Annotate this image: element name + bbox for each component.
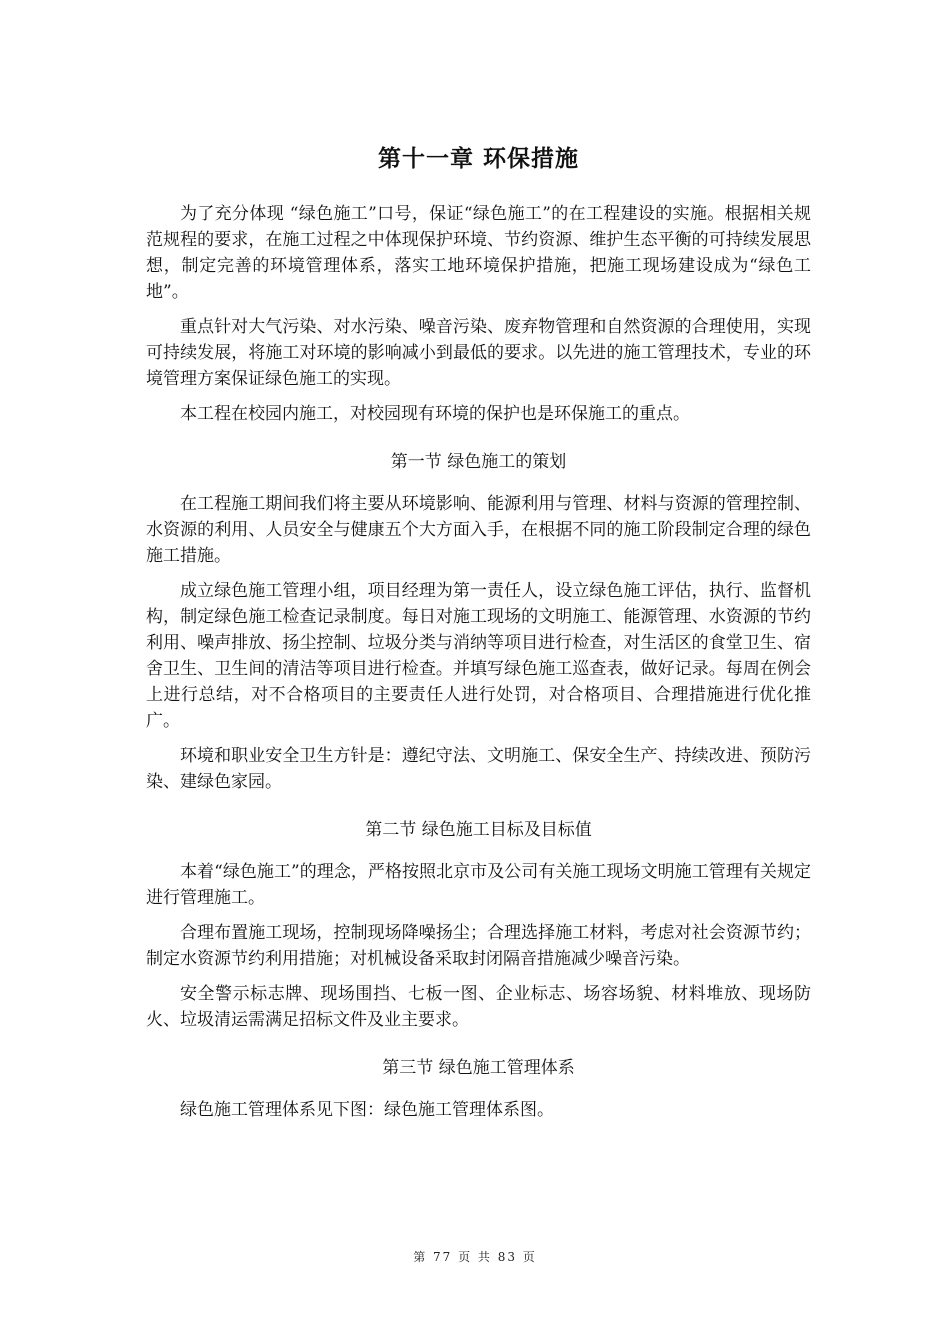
chapter-title: 第十一章 环保措施 — [377, 146, 579, 172]
section-title-1: 第一节 绿色施工的策划 — [390, 452, 567, 472]
page-footer: 第 77 页 共 83 页 — [413, 1250, 537, 1264]
section-3-paragraph-1: 绿色施工管理体系见下图：绿色施工管理体系图。 — [180, 1100, 554, 1120]
section-1-paragraph-1: 在工程施工期间我们将主要从环境影响、能源利用与管理、材料与资源的管理控制、水资源的利用、人员安全与健康五个大方面入手，在根据不同的施工阶段制定合理的绿色施工措施。 — [146, 494, 811, 566]
section-title-2: 第二节 绿色施工目标及目标值 — [365, 820, 592, 840]
section-2-paragraph-3: 安全警示标志牌、现场围挡、七板一图、企业标志、场容场貌、材料堆放、现场防火、垃圾清运需满足招标文件及业主要求。 — [146, 984, 811, 1030]
section-1-paragraph-2: 成立绿色施工管理小组，项目经理为第一责任人，设立绿色施工评估，执行、监督机构，制定绿色施工检查记录制度。每日对施工现场的文明施工、能源管理、水资源的节约利用、噪声排放、扬尘控制、垃圾分类与消纳等项目进行检查，对生活区的食堂卫生、宿舍卫生、卫生间的清洁等项目进行检查。并填写绿色施工巡查表，做好记录。每周在例会上进行总结，对不合格项目的主要责任人进行处罚，对合格项目、合理措施进行优化推广。 — [146, 581, 811, 731]
section-1-paragraph-3: 环境和职业安全卫生方针是：遵纪守法、文明施工、保安全生产、持续改进、预防污染、建绿色家园。 — [146, 746, 811, 792]
section-title-3: 第三节 绿色施工管理体系 — [382, 1058, 575, 1078]
section-2-paragraph-2: 合理布置施工现场，控制现场降噪扬尘；合理选择施工材料，考虑对社会资源节约；制定水资源节约利用措施；对机械设备采取封闭隔音措施减少噪音污染。 — [146, 923, 811, 969]
intro-paragraph-2: 重点针对大气污染、对水污染、噪音污染、废弃物管理和自然资源的合理使用，实现可持续发展，将施工对环境的影响减小到最低的要求。以先进的施工管理技术，专业的环境管理方案保证绿色施工的实现。 — [146, 317, 811, 389]
section-2-paragraph-1: 本着“绿色施工”的理念，严格按照北京市及公司有关施工现场文明施工管理有关规定进行管理施工。 — [146, 862, 811, 908]
intro-paragraph-3: 本工程在校园内施工，对校园现有环境的保护也是环保施工的重点。 — [180, 404, 690, 424]
intro-paragraph-1: 为了充分体现 “绿色施工”口号，保证“绿色施工”的在工程建设的实施。根据相关规范规程的要求，在施工过程之中体现保护环境、节约资源、维护生态平衡的可持续发展思想，制定完善的环境管理体系，落实工地环境保护措施，把施工现场建设成为“绿色工地”。 — [146, 204, 811, 302]
document-page — [146, 140, 811, 1132]
